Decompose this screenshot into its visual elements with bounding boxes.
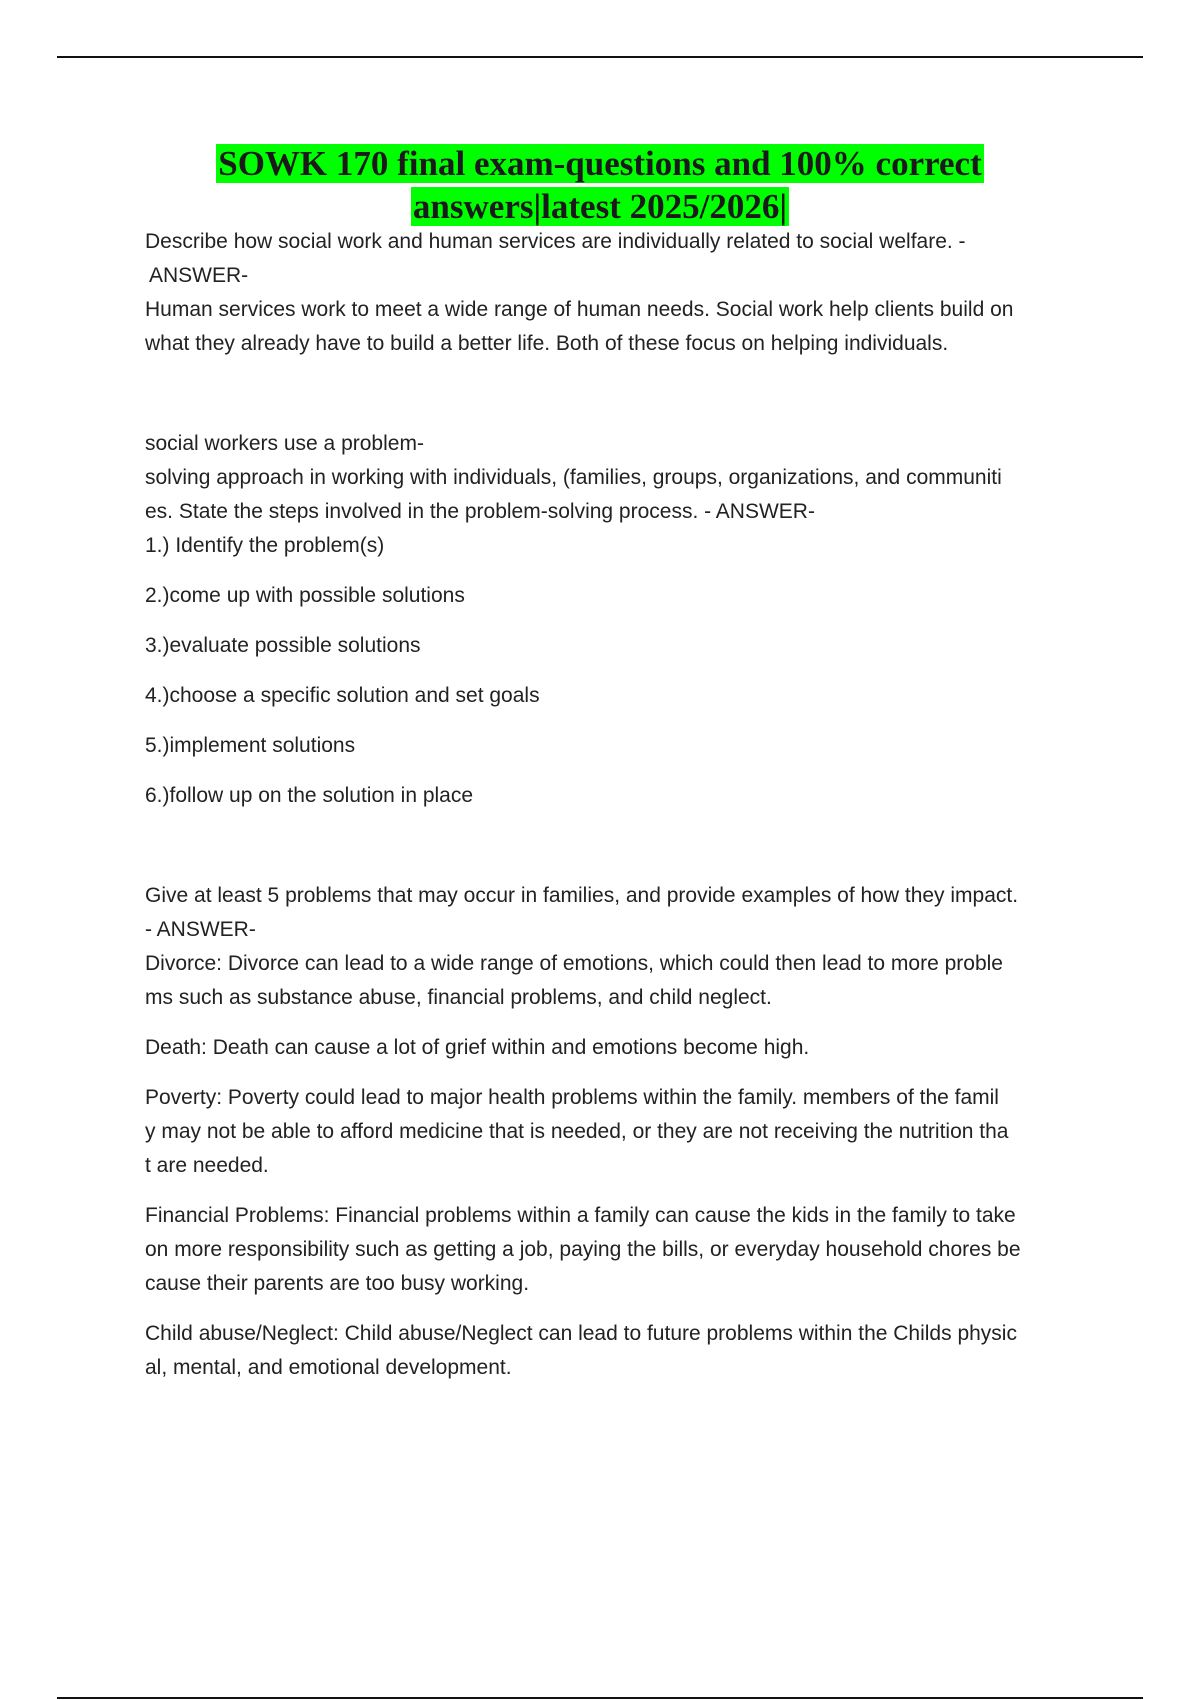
answer-text: Human services work to meet a wide range of human needs. Social work help clients build on (145, 298, 1014, 321)
document-title (0, 142, 1200, 228)
question-text: Give at least 5 problems that may occur in families, and provide examples of how they impact. (145, 884, 1019, 907)
list-item: 6.)follow up on the solution in place (145, 784, 474, 807)
question-text: es. State the steps involved in the problem-solving process. - ANSWER- (145, 500, 815, 523)
list-item: 3.)evaluate possible solutions (145, 634, 421, 657)
bottom-rule (57, 1697, 1143, 1699)
title-line-2: answers|latest 2025/2026| (412, 187, 788, 226)
list-item: 2.)come up with possible solutions (145, 584, 465, 607)
answer-text: Financial Problems: Financial problems within a family can cause the kids in the family to take (145, 1204, 1016, 1227)
title-line-1: SOWK 170 final exam-questions and 100% correct (218, 144, 982, 183)
question-text: Describe how social work and human services are individually related to social welfare. - (145, 230, 966, 253)
answer-text: what they already have to build a better life. Both of these focus on helping individuals. (145, 332, 949, 355)
answer-text: t are needed. (145, 1154, 269, 1177)
question-text: social workers use a problem- (145, 432, 424, 455)
answer-text: y may not be able to afford medicine that is needed, or they are not receiving the nutrition tha (145, 1120, 1009, 1143)
question-block-3 (145, 879, 1060, 1385)
list-item: 4.)choose a specific solution and set goals (145, 684, 540, 707)
answer-text: cause their parents are too busy working. (145, 1272, 530, 1295)
document-body (145, 225, 1060, 1385)
answer-text: Child abuse/Neglect: Child abuse/Neglect can lead to future problems within the Childs physic (145, 1322, 1017, 1345)
answer-label: - ANSWER- (145, 918, 256, 941)
top-rule (57, 56, 1143, 58)
answer-text: ms such as substance abuse, financial problems, and child neglect. (145, 986, 772, 1009)
question-text: solving approach in working with individuals, (families, groups, organizations, and communiti (145, 466, 1002, 489)
answer-text: on more responsibility such as getting a job, paying the bills, or everyday household chores be (145, 1238, 1021, 1261)
answer-text: al, mental, and emotional development. (145, 1356, 512, 1379)
answer-label: ANSWER- (149, 264, 249, 287)
question-block-2 (145, 427, 1060, 813)
list-item: 1.) Identify the problem(s) (145, 534, 385, 557)
list-item: 5.)implement solutions (145, 734, 356, 757)
answer-text: Death: Death can cause a lot of grief within and emotions become high. (145, 1036, 810, 1059)
answer-text: Divorce: Divorce can lead to a wide range of emotions, which could then lead to more proble (145, 952, 1003, 975)
answer-text: Poverty: Poverty could lead to major health problems within the family. members of the famil (145, 1086, 999, 1109)
question-block-1 (145, 225, 1060, 361)
